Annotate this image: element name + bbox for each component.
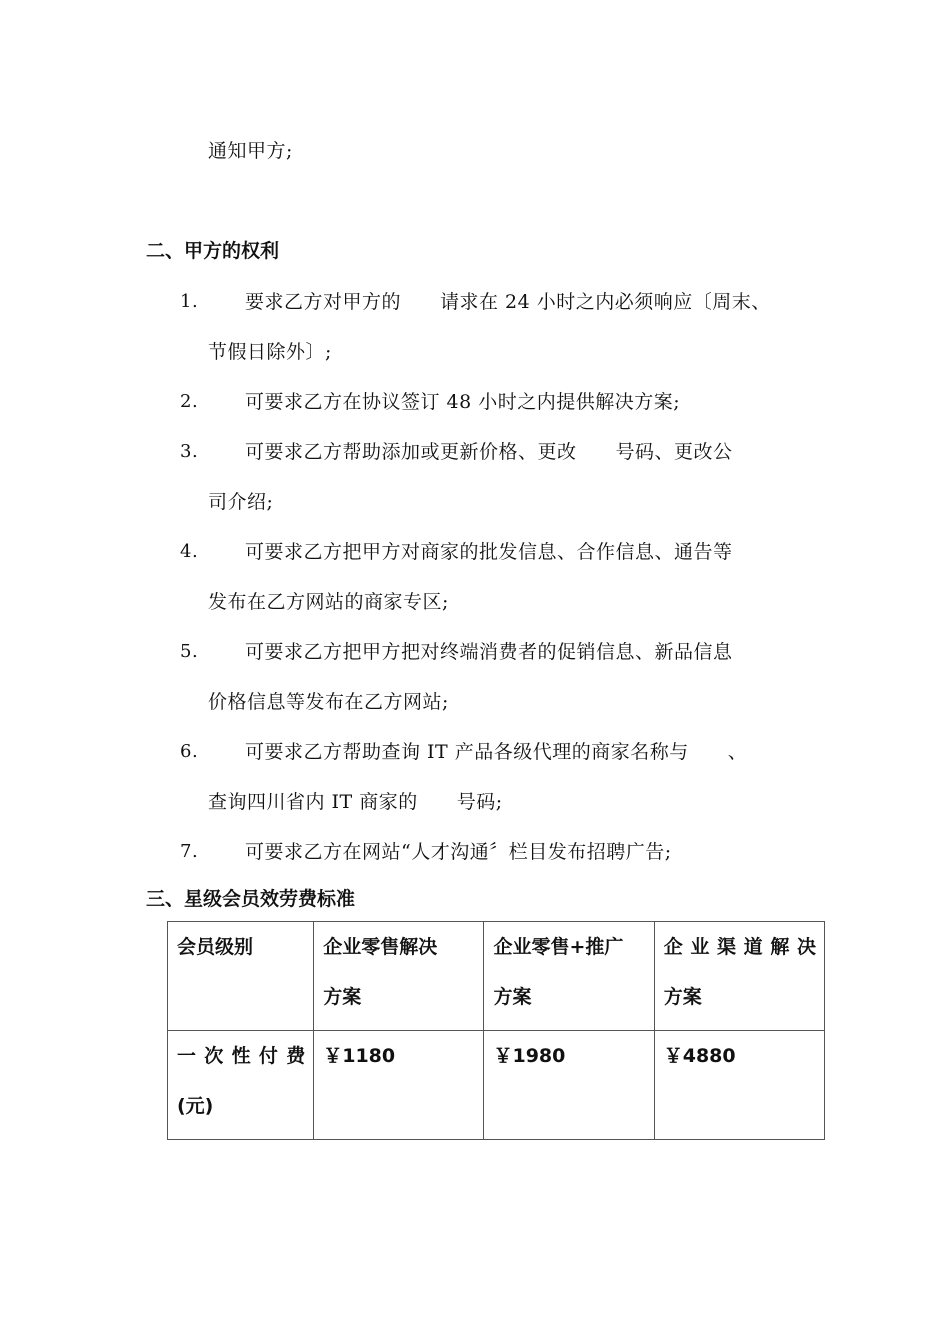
- table-cell: [314, 1031, 484, 1140]
- item-text-continued: 司介绍;: [208, 491, 274, 513]
- cell-text: 一次性付费: [177, 1045, 306, 1067]
- item-text: 可要求乙方把甲方对商家的批发信息、合作信息、通告等: [245, 541, 733, 563]
- item-number: 4.: [180, 541, 199, 562]
- intro-tail-text: 通知甲方;: [208, 140, 293, 162]
- item-text: 可要求乙方在协议签订 48 小时之内提供解决方案;: [245, 391, 681, 413]
- item-number: 6.: [180, 741, 199, 762]
- table-cell: [654, 1031, 824, 1140]
- item-number: 1.: [180, 291, 199, 312]
- item-number: 3.: [180, 441, 199, 462]
- section2-heading: 二、甲方的权利: [146, 240, 280, 262]
- item-number: 7.: [180, 841, 199, 862]
- item-text-continued: 发布在乙方网站的商家专区;: [208, 591, 449, 613]
- item-text-continued: 节假日除外〕;: [208, 341, 332, 363]
- item-text: 可要求乙方把甲方把对终端消费者的促销信息、新品信息: [245, 641, 733, 663]
- table-header-cell: [484, 922, 654, 1031]
- item-number: 5.: [180, 641, 199, 662]
- item-text-continued: 查询四川省内 IT 商家的 号码;: [208, 791, 503, 813]
- cell-text: 方案: [663, 986, 702, 1008]
- cell-text: 企业零售解决: [323, 936, 438, 958]
- item-text: 可要求乙方在网站“人才沟通〞栏目发布招聘广告;: [245, 841, 672, 863]
- table-cell: [168, 1031, 314, 1140]
- price-text: ￥4880: [663, 1045, 736, 1067]
- table-header-cell: [168, 922, 314, 1031]
- item-text: 可要求乙方帮助添加或更新价格、更改 号码、更改公: [245, 441, 733, 463]
- table-header-cell: [314, 922, 484, 1031]
- table-cell: [484, 1031, 654, 1140]
- table-header-row: [168, 922, 825, 1031]
- cell-text: 企业渠道解决: [663, 936, 816, 958]
- cell-text: (元): [177, 1095, 214, 1117]
- cell-text: 方案: [323, 986, 362, 1008]
- cell-text: 企业零售+推广: [493, 936, 624, 958]
- price-text: ￥1980: [493, 1045, 566, 1067]
- item-number: 2.: [180, 391, 199, 412]
- item-text: 要求乙方对甲方的 请求在 24 小时之内必须响应〔周末、: [245, 291, 771, 313]
- fee-table: [167, 921, 825, 1140]
- item-text-continued: 价格信息等发布在乙方网站;: [208, 691, 449, 713]
- section3-heading: 三、星级会员效劳费标准: [146, 888, 356, 910]
- cell-text: 方案: [493, 986, 532, 1008]
- table-header-cell: [654, 922, 824, 1031]
- table-row: [168, 1031, 825, 1140]
- price-text: ￥1180: [323, 1045, 396, 1067]
- item-text: 可要求乙方帮助查询 IT 产品各级代理的商家名称与 、: [245, 741, 748, 763]
- cell-text: 会员级别: [177, 936, 254, 958]
